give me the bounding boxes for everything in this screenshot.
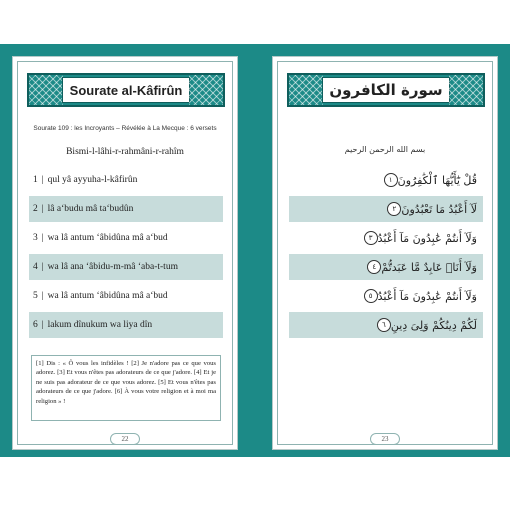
bismillah-arabic: بسم الله الرحمن الرحيم xyxy=(344,145,426,154)
verse-text: wa lâ ana ʻâbidu-m-mâ ʻaba-t-tum xyxy=(47,262,178,272)
title-banner xyxy=(287,73,485,107)
verse-text: وَلَآ أَنتُمْ عَٰبِدُونَ مَآ أَعْبُدُ xyxy=(377,289,477,303)
page-number: 23 xyxy=(370,433,400,445)
ayah-number-icon: ١ xyxy=(384,173,398,187)
verse-row xyxy=(29,312,223,338)
verse-text: لَآ أَعْبُدُ مَا تَعْبُدُونَ xyxy=(401,202,477,216)
verse-separator: | xyxy=(41,175,44,185)
page-title: سورة الكافرون xyxy=(329,81,443,99)
verse-separator: | xyxy=(41,233,44,243)
right-page xyxy=(272,56,498,450)
verse-number: 5 xyxy=(33,291,38,301)
verse-number: 6 xyxy=(33,320,38,330)
bismillah-transliteration: Bismi-l-lâhi-r-rahmâni-r-rahîm xyxy=(66,147,184,157)
verse-number: 4 xyxy=(33,262,38,272)
ayah-number-icon: ٣ xyxy=(364,231,378,245)
verse-text: wa lâ antum ʻâbidûna mâ aʻbud xyxy=(47,233,168,243)
verse-row xyxy=(289,283,483,309)
title-banner xyxy=(27,73,225,107)
ornament-left-icon xyxy=(29,75,63,105)
ornament-left-icon xyxy=(289,75,323,105)
verse-number: 1 xyxy=(33,175,38,185)
ornament-right-icon xyxy=(449,75,483,105)
title-box xyxy=(62,77,190,103)
verse-row xyxy=(29,167,223,193)
verse-text: wa lâ antum ʻâbidûna mâ aʻbud xyxy=(47,291,168,301)
verse-text: لَكُمْ دِينُكُمْ وَلِىَ دِينِ xyxy=(390,318,477,332)
ayah-number-icon: ٦ xyxy=(377,318,391,332)
ayah-number-icon: ٥ xyxy=(364,289,378,303)
ayah-number-icon: ٢ xyxy=(387,202,401,216)
verse-row xyxy=(289,196,483,222)
verse-row xyxy=(289,225,483,251)
verse-row xyxy=(289,167,483,193)
page-title: Sourate al-Kâfirûn xyxy=(69,82,183,98)
verse-separator: | xyxy=(41,262,44,272)
verse-row xyxy=(289,312,483,338)
verse-text: lakum dînukum wa liya dîn xyxy=(47,320,153,330)
verse-separator: | xyxy=(41,320,44,330)
surah-subtitle: Sourate 109 : les Incroyants – Révélée à La Mecque : 6 versets xyxy=(33,125,217,132)
verse-text: qul yâ ayyuha-l-kâfirûn xyxy=(47,175,138,185)
verse-text: قُلْ يَٰٓأَيُّهَا ٱلْكَٰفِرُونَ xyxy=(397,173,477,187)
page-border xyxy=(277,61,493,445)
verse-text: وَلَآ أَنتُمْ عَٰبِدُونَ مَآ أَعْبُدُ xyxy=(377,231,477,245)
verse-row xyxy=(29,254,223,280)
verse-row xyxy=(29,225,223,251)
page-number: 22 xyxy=(110,433,140,445)
ayah-number-icon: ٤ xyxy=(367,260,381,274)
verse-separator: | xyxy=(41,291,44,301)
translation-box: [1] Dis : « Ô vous les infidèles ! [2] Je n'adore pas ce que vous adorez. [3] Et vous n'êtes pas adorateurs de ce que j'adore. [4] Et je ne suis pas adorateur de ce que vous adorez. [5] Et vous n'êtes pas adorateurs de ce que j'adore. [6] À vous votre religion et à moi ma religion » ! xyxy=(31,355,221,421)
verse-separator: | xyxy=(41,204,44,214)
verse-text: وَلَآ أَنَا۠ عَابِدٌ مَّا عَبَدتُّمْ xyxy=(381,260,477,274)
verse-text: lâ aʻbudu mâ taʻbudûn xyxy=(47,204,134,214)
verse-number: 3 xyxy=(33,233,38,243)
ornament-right-icon xyxy=(189,75,223,105)
verse-row xyxy=(29,196,223,222)
title-box xyxy=(322,77,450,103)
verse-number: 2 xyxy=(33,204,38,214)
left-page xyxy=(12,56,238,450)
verse-row xyxy=(29,283,223,309)
verse-row xyxy=(289,254,483,280)
